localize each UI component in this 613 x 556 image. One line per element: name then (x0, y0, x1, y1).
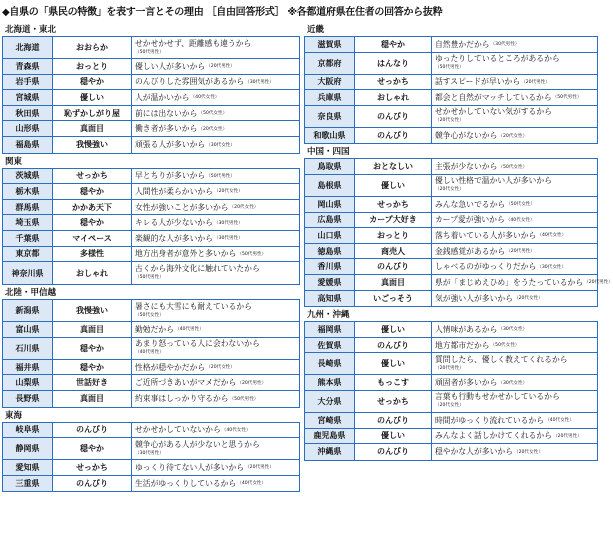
keyword-cell: 多様性 (53, 247, 132, 262)
prefecture-cell: 福島県 (3, 137, 53, 153)
respondent-note: （40代男性） (135, 350, 164, 356)
keyword-cell: 恥ずかしがり屋 (53, 106, 132, 121)
prefecture-cell: 群馬県 (3, 200, 53, 215)
reason-text: 言葉も行動もせかせかしているから (435, 392, 560, 402)
reason-text: 生活がゆっくりしているから (135, 478, 237, 488)
region-table (2, 299, 300, 407)
prefecture-cell: 沖縄県 (305, 444, 355, 460)
reason-text: しゃべるのがゆっくりだから (435, 262, 537, 272)
reason-cell (432, 375, 597, 390)
respondent-note: （50代女性） (490, 343, 520, 349)
respondent-note: （50代女性） (135, 312, 164, 318)
keyword-cell: のんびり (355, 444, 432, 460)
respondent-note: （40代女性） (221, 427, 251, 433)
respondent-note: （50代男性） (229, 396, 259, 402)
prefecture-cell: 茨城県 (3, 169, 53, 184)
keyword-cell: おしゃれ (355, 90, 432, 105)
prefecture-cell: 山梨県 (3, 375, 53, 390)
respondent-note: （50代男性） (206, 173, 235, 179)
table-row (305, 213, 597, 229)
prefecture-cell: 石川県 (3, 338, 53, 359)
respondent-note: （20代女性） (513, 449, 543, 455)
keyword-cell: 穏やか (355, 37, 432, 52)
keyword-cell: おとなしい (355, 159, 432, 174)
reason-text: 競争心がある人が少ないと思うから (135, 439, 260, 449)
table-row (3, 169, 299, 185)
prefecture-cell: 香川県 (305, 259, 355, 274)
table-row (3, 37, 299, 59)
keyword-cell: せっかち (53, 460, 132, 475)
keyword-cell: 真面目 (53, 391, 132, 407)
table-row (305, 197, 597, 213)
respondent-note: （50代女性） (498, 164, 528, 170)
table-row (305, 106, 597, 128)
keyword-cell: 優しい (53, 90, 132, 105)
keyword-cell: 優しい (355, 353, 432, 374)
table-row (3, 423, 299, 439)
region-table (304, 36, 598, 144)
table-row (3, 391, 299, 407)
reason-text: みんな急いでるから (435, 199, 506, 209)
reason-text: あまり怒っている人に会わないから (135, 339, 260, 349)
reason-cell (432, 391, 597, 412)
prefecture-cell: 広島県 (305, 213, 355, 228)
keyword-cell: 我慢強い (53, 137, 132, 153)
reason-cell (132, 90, 299, 105)
prefecture-cell: 長野県 (3, 391, 53, 407)
right-column (304, 22, 613, 461)
reason-cell (432, 291, 597, 307)
reason-cell (132, 262, 299, 284)
keyword-cell: いごっそう (355, 291, 432, 307)
keyword-cell: のんびり (53, 423, 132, 438)
respondent-note: （20代男性） (237, 380, 267, 386)
reason-cell (432, 338, 597, 353)
table-row (3, 215, 299, 231)
keyword-cell: 穏やか (53, 215, 132, 230)
respondent-note: （20代女性） (513, 296, 543, 302)
respondent-note: （50代男性） (237, 251, 267, 257)
keyword-cell: せっかち (53, 169, 132, 184)
reason-cell (432, 213, 597, 228)
table-row (3, 460, 299, 476)
reason-text: 楽観的な人が多いから (135, 233, 213, 243)
keyword-cell: 真面目 (355, 275, 432, 290)
keyword-cell: おおらか (53, 37, 132, 58)
prefecture-cell: 和歌山県 (305, 128, 355, 144)
prefecture-cell: 鹿児島県 (305, 429, 355, 444)
reason-text: せかせかせず、距離感も違うから (135, 38, 252, 48)
keyword-cell: のんびり (355, 338, 432, 353)
reason-text: 働き者が多いから (135, 124, 198, 134)
table-row (305, 291, 597, 307)
reason-text: 主張が少ないから (435, 162, 498, 172)
keyword-cell: 真面目 (53, 322, 132, 337)
table-row (3, 184, 299, 200)
respondent-note: （30代男性） (213, 220, 243, 226)
respondent-note: （20代女性） (213, 189, 243, 195)
reason-cell (132, 59, 299, 74)
reason-text: みんなよく話しかけてくれるから (435, 431, 552, 441)
respondent-note: （40代女性） (545, 418, 574, 424)
keyword-cell: 優しい (355, 175, 432, 196)
reason-text: 約束事はしっかり守るから (135, 394, 229, 404)
reason-text: 暑さにも大雪にも耐えているから (135, 301, 252, 311)
keyword-cell: のんびり (355, 413, 432, 428)
table-row (305, 444, 597, 460)
table-row (305, 338, 597, 354)
table-row (305, 391, 597, 413)
reason-text: 地方都市だから (435, 340, 490, 350)
reason-cell (432, 413, 597, 428)
table-row (305, 159, 597, 175)
prefecture-cell: 滋賀県 (305, 37, 355, 52)
prefecture-cell: 京都府 (305, 53, 355, 74)
reason-text: ゆっくり待てない人が多いから (135, 462, 245, 472)
keyword-cell: のんびり (355, 259, 432, 274)
keyword-cell: はんなり (355, 53, 432, 74)
respondent-note: （30代男性） (245, 79, 274, 85)
prefecture-cell: 高知県 (305, 291, 355, 307)
reason-text: 落ち着いている人が多いから (435, 230, 537, 240)
respondent-note: （20代女性） (198, 126, 228, 132)
prefecture-cell: 愛媛県 (305, 275, 355, 290)
table-row (3, 59, 299, 75)
reason-cell (432, 106, 597, 127)
prefecture-cell: 岡山県 (305, 197, 355, 212)
reason-text: 古くから海外文化に触れていたから (135, 264, 260, 274)
reason-cell (132, 460, 299, 475)
reason-text: せかせかしていないから (135, 425, 221, 435)
respondent-note: （20代男性） (245, 465, 274, 471)
respondent-note: （20代男性） (435, 365, 464, 371)
reason-text: 頑固者が多いから (435, 378, 498, 388)
table-row (305, 375, 597, 391)
reason-text: 性格が穏やかだから (135, 362, 206, 372)
keyword-cell: せっかち (355, 75, 432, 90)
prefecture-cell: 奈良県 (305, 106, 355, 127)
region-header: 九州・沖縄 (307, 310, 350, 321)
respondent-note: （20代女性） (435, 187, 464, 193)
prefecture-cell: 秋田県 (3, 106, 53, 121)
respondent-note: （40代男性） (174, 327, 204, 333)
respondent-note: （20代女性） (498, 133, 528, 139)
prefecture-cell: 富山県 (3, 322, 53, 337)
table-row (305, 53, 597, 75)
keyword-cell: おしゃれ (53, 262, 132, 284)
reason-text: キレる人が少ないから (135, 218, 213, 228)
keyword-cell: 穏やか (53, 438, 132, 459)
prefecture-cell: 北海道 (3, 37, 53, 58)
reason-cell (432, 175, 597, 196)
keyword-cell: もっこす (355, 375, 432, 390)
keyword-cell: 商売人 (355, 244, 432, 259)
reason-text: ご近所づきあいがマメだから (135, 378, 237, 388)
respondent-note: （20代男性） (584, 280, 613, 286)
table-row (3, 360, 299, 376)
prefecture-cell: 栃木県 (3, 184, 53, 199)
reason-text: 早とちりが多いから (135, 171, 206, 181)
reason-text: 都会と自然がマッチしているから (435, 92, 552, 102)
respondent-note: （40代女性） (237, 481, 267, 487)
prefecture-cell: 岩手県 (3, 75, 53, 90)
table-row (305, 353, 597, 375)
left-column (2, 22, 300, 492)
region-table (304, 158, 613, 307)
respondent-note: （50代女性） (506, 202, 535, 208)
table-row (305, 37, 597, 53)
table-row (3, 75, 299, 91)
respondent-note: （20代男性） (206, 64, 235, 70)
keyword-cell: 穏やか (53, 75, 132, 90)
reason-cell (432, 128, 597, 144)
reason-cell (432, 259, 597, 274)
respondent-note: （30代女性） (537, 264, 567, 270)
reason-cell (432, 353, 597, 374)
respondent-note: （20代女性） (206, 365, 235, 371)
prefecture-cell: 東京都 (3, 247, 53, 262)
table-row (305, 244, 597, 260)
table-row (3, 90, 299, 106)
respondent-note: （50代女性） (198, 111, 228, 117)
respondent-note: （20代男性） (506, 249, 535, 255)
reason-text: 自然豊かだから (435, 39, 490, 49)
region-header: 東海 (5, 410, 23, 421)
reason-cell (432, 37, 597, 52)
table-row (305, 259, 597, 275)
region-table (2, 36, 300, 154)
page-title: ◆自県の「県民の特徴」を表す一言とその理由 ［自由回答形式］ ※各都道府県在住者の回答から抜粋 (2, 7, 443, 18)
prefecture-cell: 兵庫県 (305, 90, 355, 105)
table-row (3, 231, 299, 247)
reason-cell (432, 90, 597, 105)
prefecture-cell: 埼玉県 (3, 215, 53, 230)
region-table (304, 321, 598, 461)
table-row (3, 438, 299, 460)
respondent-note: （40代女性） (537, 233, 567, 239)
keyword-cell: おっとり (355, 228, 432, 243)
keyword-cell: 優しい (355, 322, 432, 337)
reason-cell (132, 375, 299, 390)
respondent-note: （20代女性） (229, 205, 259, 211)
reason-cell (432, 197, 597, 212)
table-row (305, 322, 597, 338)
respondent-note: （50代男性） (435, 65, 464, 71)
prefecture-cell: 福井県 (3, 360, 53, 375)
table-row (3, 338, 299, 360)
reason-text: 優しい人が多いから (135, 61, 206, 71)
table-row (3, 300, 299, 322)
reason-cell (432, 444, 597, 460)
reason-text: ゆったりしているところがあるから (435, 54, 560, 64)
prefecture-cell: 青森県 (3, 59, 53, 74)
reason-text: 地方出身者が意外と多いから (135, 249, 237, 259)
prefecture-cell: 島根県 (305, 175, 355, 196)
respondent-note: （20代女性） (435, 118, 464, 124)
reason-cell (432, 75, 597, 90)
keyword-cell: カープ大好き (355, 213, 432, 228)
region-header: 北海道・東北 (5, 25, 57, 35)
respondent-note: （30代男性） (135, 450, 164, 456)
keyword-cell: 穏やか (53, 360, 132, 375)
prefecture-cell: 熊本県 (305, 375, 355, 390)
prefecture-cell: 宮崎県 (305, 413, 355, 428)
keyword-cell: のんびり (355, 106, 432, 127)
reason-cell (132, 184, 299, 199)
keyword-cell: 優しい (355, 429, 432, 444)
respondent-note: （50代男性） (552, 95, 582, 101)
reason-text: 話すスピードが早いから (435, 77, 521, 87)
prefecture-cell: 大阪府 (305, 75, 355, 90)
reason-text: 前には出ないから (135, 108, 198, 118)
reason-cell (132, 423, 299, 438)
table-row (3, 200, 299, 216)
keyword-cell: のんびり (355, 128, 432, 144)
reason-text: 質問したら、優しく教えてくれるから (435, 354, 568, 364)
keyword-cell: マイペース (53, 231, 132, 246)
prefecture-cell: 愛知県 (3, 460, 53, 475)
prefecture-cell: 鳥取県 (305, 159, 355, 174)
reason-cell (132, 215, 299, 230)
region-table (2, 168, 300, 286)
table-row (3, 247, 299, 263)
reason-text: 金銭感覚があるから (435, 246, 506, 256)
keyword-cell: 穏やか (53, 184, 132, 199)
reason-text: 気が強い人が多いから (435, 293, 513, 303)
prefecture-cell: 三重県 (3, 476, 53, 492)
reason-cell (432, 322, 597, 337)
reason-cell (132, 200, 299, 215)
reason-cell (432, 159, 597, 174)
prefecture-cell: 福岡県 (305, 322, 355, 337)
respondent-note: （40代女性） (190, 95, 220, 101)
reason-cell (132, 106, 299, 121)
reason-cell (132, 137, 299, 153)
prefecture-cell: 長崎県 (305, 353, 355, 374)
reason-cell (132, 169, 299, 184)
reason-text: のんびりした雰囲気があるから (135, 77, 245, 87)
keyword-cell: せっかち (355, 391, 432, 412)
reason-text: 競争心がないから (435, 131, 498, 141)
prefecture-cell: 宮城県 (3, 90, 53, 105)
reason-cell (132, 300, 299, 321)
prefecture-cell: 山口県 (305, 228, 355, 243)
reason-text: 勤勉だから (135, 324, 174, 334)
table-row (305, 429, 597, 445)
reason-cell (132, 391, 299, 407)
prefecture-cell: 新潟県 (3, 300, 53, 321)
keyword-cell: かかあ天下 (53, 200, 132, 215)
respondent-note: （50代男性） (135, 49, 164, 55)
reason-cell (132, 338, 299, 359)
table-row (3, 262, 299, 284)
reason-text: 時間がゆっくり流れているから (435, 415, 545, 425)
respondent-note: （20代男性） (552, 433, 582, 439)
reason-cell (432, 429, 597, 444)
reason-cell (132, 75, 299, 90)
prefecture-cell: 静岡県 (3, 438, 53, 459)
table-row (305, 175, 597, 197)
table-row (3, 476, 299, 492)
table-row (3, 375, 299, 391)
prefecture-cell: 大分県 (305, 391, 355, 412)
respondent-note: （40代女性） (505, 217, 535, 223)
reason-text: 穏やかな人が多いから (435, 447, 513, 457)
table-row (305, 90, 597, 106)
reason-text: 優しい性格で温かい人が多いから (435, 176, 552, 186)
reason-text: 人間性が柔らかいから (135, 186, 213, 196)
keyword-cell: 我慢強い (53, 300, 132, 321)
respondent-note: （30代女性） (498, 380, 528, 386)
keyword-cell: 真面目 (53, 121, 132, 136)
reason-cell (132, 37, 299, 58)
keyword-cell: 世話好き (53, 375, 132, 390)
prefecture-cell: 千葉県 (3, 231, 53, 246)
respondent-note: （30代女性） (498, 327, 528, 333)
reason-cell (432, 275, 613, 290)
reason-cell (132, 121, 299, 136)
table-row (305, 128, 597, 144)
table-row (305, 228, 597, 244)
region-header: 近畿 (307, 25, 325, 35)
respondent-note: （20代女性） (435, 403, 464, 409)
reason-text: 人が温かいから (135, 92, 190, 102)
reason-text: せかせかしていない気がするから (435, 107, 552, 117)
respondent-note: （30代女性） (206, 142, 235, 148)
table-row (3, 322, 299, 338)
reason-text: カープ愛が強いから (435, 215, 505, 225)
table-row (305, 275, 613, 291)
reason-text: 県が「まじめえひめ」をうたっているから (435, 277, 584, 287)
reason-text: 人情味があるから (435, 324, 498, 334)
reason-cell (432, 244, 597, 259)
reason-text: 女性が強いことが多いから (135, 202, 229, 212)
region-table (2, 422, 300, 493)
keyword-cell: 穏やか (53, 338, 132, 359)
prefecture-cell: 岐阜県 (3, 423, 53, 438)
table-row (3, 121, 299, 137)
table-row (3, 137, 299, 153)
region-header: 中国・四国 (307, 147, 350, 158)
reason-cell (132, 247, 299, 262)
keyword-cell: のんびり (53, 476, 132, 492)
respondent-note: （30代男性） (490, 42, 520, 48)
keyword-cell: せっかち (355, 197, 432, 212)
prefecture-cell: 山形県 (3, 121, 53, 136)
reason-cell (132, 438, 299, 459)
prefecture-cell: 徳島県 (305, 244, 355, 259)
region-header: 関東 (5, 156, 23, 167)
reason-cell (432, 228, 597, 243)
table-row (3, 106, 299, 122)
table-row (305, 75, 597, 91)
prefecture-cell: 神奈川県 (3, 262, 53, 284)
prefecture-cell: 佐賀県 (305, 338, 355, 353)
respondent-note: （20代男性） (521, 79, 550, 85)
respondent-note: （30代男性） (213, 236, 243, 242)
reason-cell (132, 322, 299, 337)
reason-cell (132, 476, 299, 492)
respondent-note: （50代男性） (135, 275, 164, 281)
region-header: 北陸・甲信越 (5, 288, 57, 299)
reason-text: 頑張る人が多いから (135, 140, 206, 150)
reason-cell (132, 231, 299, 246)
table-row (305, 413, 597, 429)
reason-cell (432, 53, 597, 74)
reason-cell (132, 360, 299, 375)
keyword-cell: おっとり (53, 59, 132, 74)
